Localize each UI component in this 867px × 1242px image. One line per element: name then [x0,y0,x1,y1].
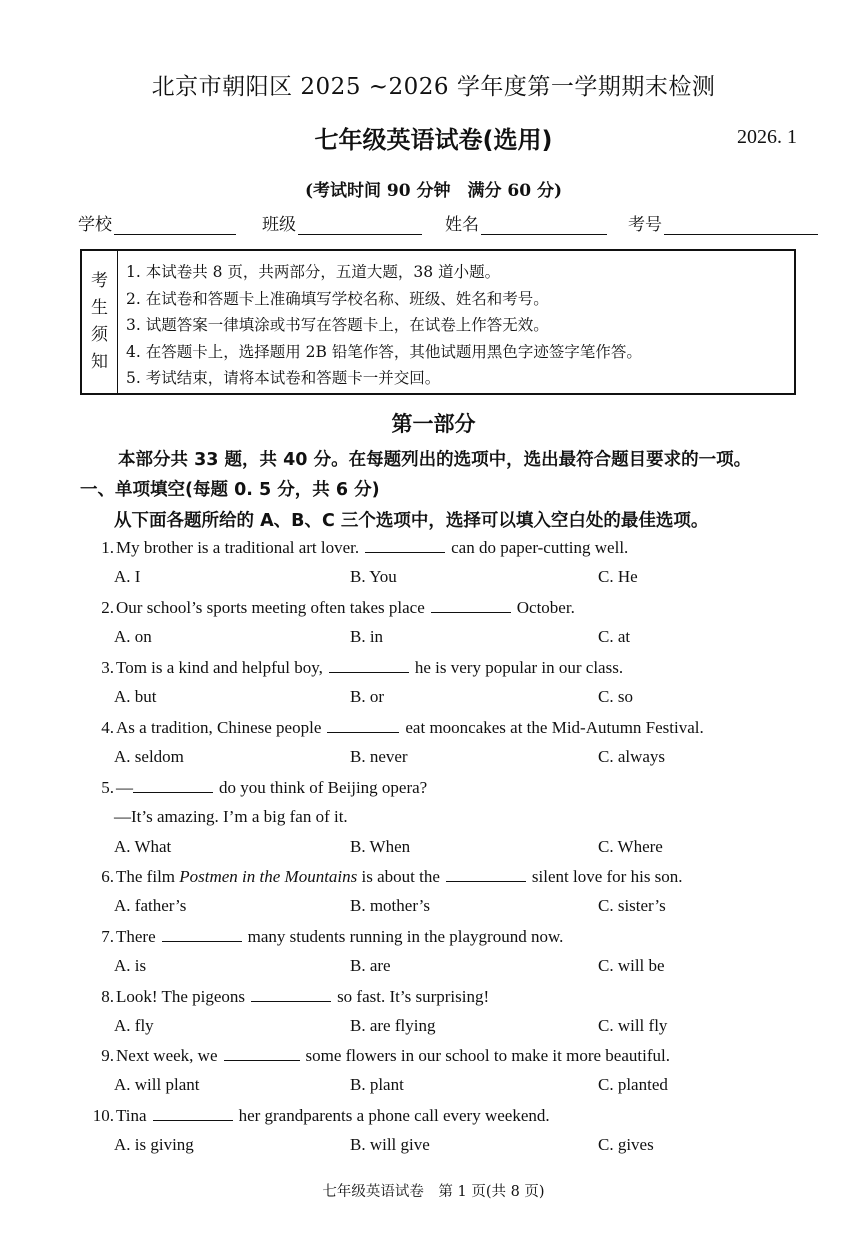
option-b[interactable]: B. You [350,567,397,586]
notice-label-char: 生 [91,298,108,318]
stem-after: many students running in the playground now. [247,927,564,946]
option-a[interactable]: A. father’s [114,896,187,915]
stem-before: As a tradition, Chinese people [116,718,322,737]
notice-item: 5. 考试结束，请将本试卷和答题卡一并交回。 [126,369,441,387]
answer-blank[interactable] [365,536,445,553]
question-stem [76,925,563,949]
notice-label-char: 考 [91,271,108,291]
option-c[interactable]: C. planted [598,1075,668,1094]
question-number: 9. [101,1046,114,1065]
option-c[interactable]: C. will be [598,956,665,975]
exam-info: (考试时间 90 分钟 满分 60 分) [304,181,563,201]
option-c[interactable]: C. gives [598,1135,654,1154]
question-number: 2. [101,598,114,617]
option-c[interactable]: C. at [598,627,631,646]
school-label: 学校 [78,215,112,235]
stem-before: There [116,927,156,946]
part-instruction: 从下面各题所给的 A、B、C 三个选项中，选择可以填入空白处的最佳选项。 [114,511,709,531]
stem-after: some flowers in our school to make it more beautiful. [305,1046,670,1065]
option-a[interactable]: A. is [114,956,147,975]
name-field[interactable] [445,210,607,235]
stem-before: Our school’s sports meeting often takes place [116,598,425,617]
exam-number-field[interactable] [628,210,818,235]
school-blank[interactable] [114,214,236,235]
option-a[interactable]: A. will plant [114,1075,200,1094]
school-field[interactable] [78,210,236,235]
answer-blank[interactable] [251,985,331,1002]
option-b[interactable]: B. never [350,747,408,766]
page-footer: 七年级英语试卷 第 1 页(共 8 页) [322,1184,545,1200]
option-a[interactable]: A. fly [114,1016,154,1035]
question-number: 1. [101,538,114,557]
name-label: 姓名 [445,215,479,235]
question-number: 3. [101,658,114,677]
option-b[interactable]: B. mother’s [350,896,430,915]
answer-blank[interactable] [327,716,399,733]
section-title: 第一部分 [391,412,476,436]
stem-after: eat mooncakes at the Mid-Autumn Festival. [405,718,704,737]
question-number: 6. [101,867,114,886]
class-label: 班级 [262,215,296,235]
notice-label [82,251,118,393]
notice-item: 3. 试题答案一律填涂或书写在答题卡上，在试卷上作答无效。 [126,316,549,334]
film-title: Postmen in the Mountains [179,867,358,886]
stem-after: October. [516,598,575,617]
answer-blank[interactable] [431,596,511,613]
option-a[interactable]: A. What [114,837,172,856]
option-b[interactable]: B. When [350,837,411,856]
question-number: 7. [101,927,114,946]
stem-after: can do paper-cutting well. [451,538,629,557]
question-stem [76,656,623,680]
option-c[interactable]: C. Where [598,837,663,856]
answer-blank[interactable] [153,1104,233,1121]
section-intro: 本部分共 33 题，共 40 分。在每题列出的选项中，选出最符合题目要求的一项。 [118,450,752,470]
notice-items [126,259,786,392]
question-stem [76,1044,670,1068]
class-field[interactable] [262,210,422,235]
question-stem [76,596,575,620]
exam-number-blank[interactable] [664,214,818,235]
option-c[interactable]: C. He [598,567,638,586]
stem-after: so fast. It’s surprising! [337,987,490,1006]
stem-before: Tina [116,1106,147,1125]
name-blank[interactable] [481,214,607,235]
question-number: 10. [92,1106,114,1125]
part-heading: 一、单项填空(每题 0. 5 分，共 6 分) [80,480,380,500]
question-stem [76,536,628,560]
student-info-fields [78,210,820,238]
question-number: 8. [101,987,114,1006]
stem-before: The film Postmen in the Mountains is about the [116,867,440,886]
dialogue-reply: —It’s amazing. I’m a big fan of it. [114,807,348,826]
exam-number-label: 考号 [628,215,662,235]
stem-before: Look! The pigeons [116,987,246,1006]
stem-before: Tom is a kind and helpful boy, [116,658,323,677]
stem-after: he is very popular in our class. [414,658,624,677]
question-number: 4. [101,718,114,737]
answer-blank[interactable] [329,656,409,673]
option-c[interactable]: C. so [598,687,633,706]
answer-blank[interactable] [446,865,526,882]
stem-before: — [116,778,133,797]
stem-after: silent love for his son. [531,867,683,886]
option-b[interactable]: B. are [350,956,391,975]
notice-label-char: 须 [91,325,108,345]
answer-blank[interactable] [224,1044,300,1061]
class-blank[interactable] [298,214,422,235]
question-stem [76,865,683,889]
paper-subtitle: 七年级英语试卷(选用) [314,126,553,154]
option-b[interactable]: B. plant [350,1075,404,1094]
option-c[interactable]: C. will fly [598,1016,668,1035]
stem-before: Next week, we [116,1046,218,1065]
option-a[interactable]: A. on [114,627,152,646]
option-b[interactable]: B. in [350,627,384,646]
answer-blank[interactable] [133,776,213,793]
option-a[interactable]: A. is giving [114,1135,194,1154]
question-stem [76,1104,550,1128]
answer-blank[interactable] [162,925,242,942]
option-a[interactable]: A. I [114,567,141,586]
exam-date: 2026. 1 [737,126,797,148]
notice-item: 1. 本试卷共 8 页，共两部分，五道大题，38 道小题。 [126,263,501,281]
question-number: 5. [101,778,114,797]
option-b[interactable]: B. are flying [350,1016,436,1035]
option-c[interactable]: C. sister’s [598,896,666,915]
stem-before: My brother is a traditional art lover. [116,538,360,557]
option-a[interactable]: A. seldom [114,747,184,766]
exam-title: 北京市朝阳区 2025 ~2026 学年度第一学期期末检测 [151,74,716,100]
option-b[interactable]: B. will give [350,1135,430,1154]
subtitle-row [0,120,867,154]
stem-after: her grandparents a phone call every weekend. [238,1106,550,1125]
question-stem [76,776,427,800]
option-b[interactable]: B. or [350,687,384,706]
notice-item: 2. 在试卷和答题卡上准确填写学校名称、班级、姓名和考号。 [126,289,549,308]
option-a[interactable]: A. but [114,687,157,706]
stem-after: do you think of Beijing opera? [219,778,428,797]
notice-label-char: 知 [91,352,108,372]
candidate-notice-box [80,249,796,395]
question-stem [76,716,704,740]
question-stem [76,985,489,1009]
notice-item: 4. 在答题卡上，选择题用 2B 铅笔作答，其他试题用黑色字迹签字笔作答。 [126,342,642,361]
option-c[interactable]: C. always [598,747,666,766]
